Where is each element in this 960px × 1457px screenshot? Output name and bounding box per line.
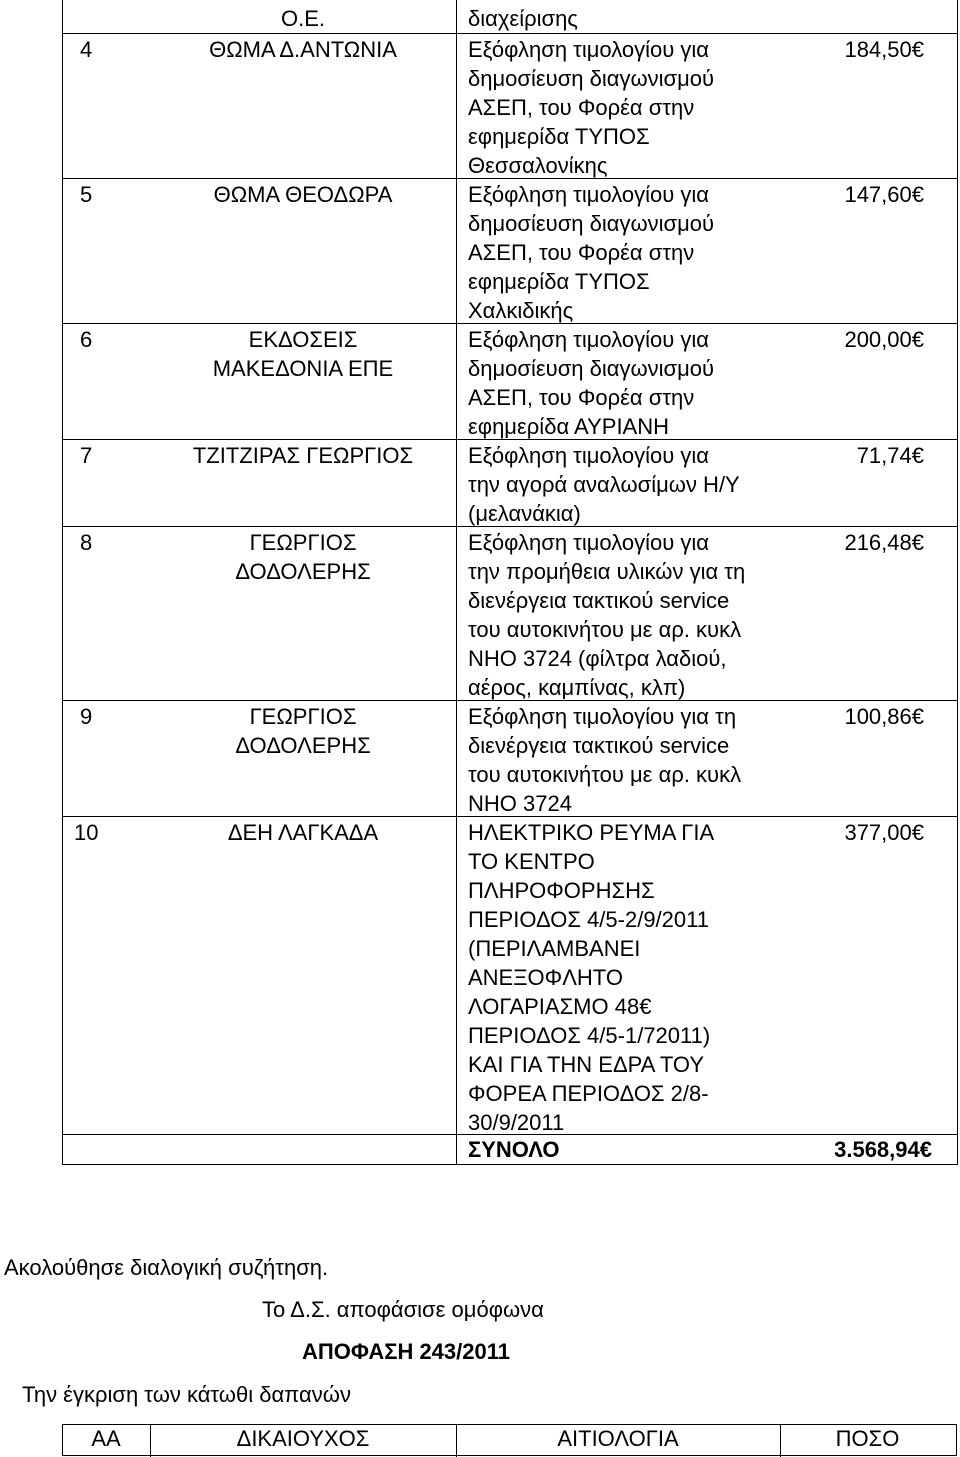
euro-icon: €: [911, 37, 924, 62]
beneficiary-cell: ΔΕΗ ΛΑΓΚΑΔΑ: [227, 820, 379, 845]
column-divider: [456, 0, 457, 1164]
total-amount: 3.568,94€: [834, 1137, 932, 1162]
euro-icon: €: [911, 443, 924, 468]
euro-icon: €: [911, 327, 924, 352]
euro-icon: €: [911, 182, 924, 207]
amount-cell: 71,74€: [856, 443, 924, 468]
euro-icon: €: [911, 530, 924, 555]
amount-cell: 377,00€: [844, 820, 924, 845]
row-number: 8: [80, 530, 93, 555]
header-aa: ΑΑ: [91, 1426, 121, 1451]
beneficiary-cell: Ο.Ε.: [280, 6, 325, 31]
header-amount: ΠΟΣΟ: [835, 1426, 900, 1451]
header-beneficiary: ΔΙΚΑΙΟΥΧΟΣ: [236, 1426, 370, 1451]
reason-cell: Εξόφληση τιμολογίου για δημοσίευση διαγωνισμού ΑΣΕΠ, του Φορέα στην εφημερίδα ΤΥΠΟΣ Χαλκιδικής: [468, 182, 715, 323]
reason-cell: Εξόφληση τιμολογίου για δημοσίευση διαγωνισμού ΑΣΕΠ, του Φορέα στην εφημερίδα ΑΥΡΙΑΝΗ: [468, 327, 715, 439]
reason-cell: διαχείρισης: [468, 6, 578, 31]
row-number: 10: [74, 820, 99, 845]
euro-icon: €: [919, 1137, 932, 1162]
row-number: 4: [80, 37, 93, 62]
row-number: 6: [80, 327, 93, 352]
beneficiary-cell: ΓΕΩΡΓΙΟΣ ΔΟΔΟΛΕΡΗΣ: [235, 530, 371, 584]
row-separator: [62, 33, 957, 34]
beneficiary-cell: ΤΖΙΤΖΙΡΑΣ ΓΕΩΡΓΙΟΣ: [192, 443, 414, 468]
total-label: ΣΥΝΟΛΟ: [468, 1137, 560, 1162]
row-number: 5: [80, 182, 93, 207]
euro-icon: €: [911, 820, 924, 845]
discussion-text: Ακολούθησε διαλογική συζήτηση.: [4, 1255, 329, 1280]
amount-cell: 100,86€: [844, 704, 924, 729]
reason-cell: Εξόφληση τιμολογίου για τη διενέργεια τακτικού service του αυτοκινήτου με αρ. κυκλ ΝΗΟ 3724: [468, 704, 742, 816]
amount-cell: 147,60€: [844, 182, 924, 207]
beneficiary-cell: ΘΩΜΑ Δ.ΑΝΤΩΝΙΑ: [209, 37, 397, 62]
reason-cell: Εξόφληση τιμολογίου για την αγορά αναλωσίμων Η/Υ (μελανάκια): [468, 443, 740, 526]
beneficiary-cell: ΕΚΔΟΣΕΙΣ ΜΑΚΕΔΟΝΙΑ ΕΠΕ: [212, 327, 394, 381]
beneficiary-cell: ΓΕΩΡΓΙΟΣ ΔΟΔΟΛΕΡΗΣ: [235, 704, 371, 758]
reason-cell: Εξόφληση τιμολογίου για δημοσίευση διαγωνισμού ΑΣΕΠ, του Φορέα στην εφημερίδα ΤΥΠΟΣ Θεσσαλονίκης: [468, 37, 715, 178]
approval-text: Την έγκριση των κάτωθι δαπανών: [22, 1382, 351, 1407]
amount-cell: 200,00€: [844, 327, 924, 352]
row-number: 9: [80, 704, 93, 729]
row-number: 7: [80, 443, 93, 468]
reason-cell: ΗΛΕΚΤΡΙΚΟ ΡΕΥΜΑ ΓΙΑ ΤΟ ΚΕΝΤΡΟ ΠΛΗΡΟΦΟΡΗΣΗΣ ΠΕΡΙΟΔΟΣ 4/5-2/9/2011 (ΠΕΡΙΛΑΜΒΑΝΕΙ ΑΝΕΞΟΦΛΗΤΟ ΛΟΓΑΡΙΑΣΜΟ 48€ ΠΕΡΙΟΔΟΣ 4/5-1/72011) ΚΑΙ ΓΙΑ ΤΗΝ ΕΔΡΑ ΤΟΥ ΦΟΡΕΑ ΠΕΡΙΟΔΟΣ 2/8- 30/9/2011: [468, 820, 715, 1135]
decision-title: ΑΠΟΦΑΣΗ 243/2011: [302, 1339, 510, 1364]
euro-icon: €: [911, 704, 924, 729]
amount-cell: 184,50€: [844, 37, 924, 62]
amount-cell: 216,48€: [844, 530, 924, 555]
decision-statement: Το Δ.Σ. αποφάσισε ομόφωνα: [262, 1297, 544, 1322]
header-reason: ΑΙΤΙΟΛΟΓΙΑ: [557, 1426, 679, 1451]
reason-cell: Εξόφληση τιμολογίου για την προμήθεια υλικών για τη διενέργεια τακτικού service του αυτοκινήτου με αρ. κυκλ ΝΗΟ 3724 (φίλτρα λαδιού, αέρος, καμπίνας, κλπ): [468, 530, 746, 700]
beneficiary-cell: ΘΩΜΑ ΘΕΟΔΩΡΑ: [213, 182, 393, 207]
